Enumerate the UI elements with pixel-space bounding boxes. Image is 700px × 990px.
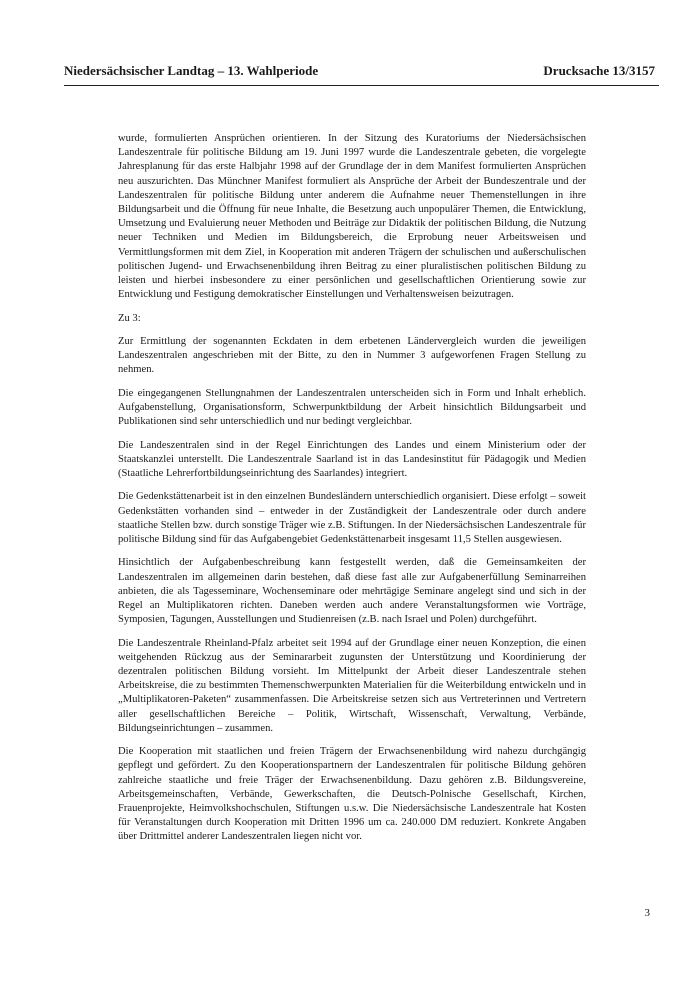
paragraph-rheinland-pfalz: Die Landeszentrale Rheinland-Pfalz arbeitet seit 1994 auf der Grundlage einer neuen Konzeption, die einen weitgehenden Rückzug aus der Seminararbeit zugunsten der Unterstützung und Koordinierung der dezentralen politischen Bildung vorsieht. Im Mittelpunkt der Arbeit dieser Landeszentrale stehen Arbeitskreise, die zu bestimmten Themenschwerpunkten Materialien für die Weiterbildung entwickeln und in „Multiplikatoren-Paketen“ zusammenfassen. Die Arbeitskreise setzen sich aus Vertreterinnen und Vertretern aller gesellschaftlichen Bereiche – Politik, Wirtschaft, Wissenschaft, Verwaltung, Verbände, Bildungseinrichtungen – zusammen. — [118, 637, 586, 734]
page-number: 3 — [644, 907, 650, 919]
header-title: Niedersächsischer Landtag – 13. Wahlperiode — [64, 63, 319, 78]
paragraph-aufgabenbeschreibung: Hinsichtlich der Aufgabenbeschreibung kann festgestellt werden, daß die Gemeinsamkeiten der Landeszentralen im allgemeinen darin bestehen, daß diese fast alle zur Aufgabenerfüllung Seminarreihen anbieten, die als Tagesseminare, Wochenseminare oder mehrtägige Seminare angelegt sind und sich in der Regel an Multiplikatoren richten. Daneben werden auch andere Veranstaltungsformen wie Vorträge, Symposien, Tagungen, Ausstellungen und Studienreisen (z.B. nach Israel und Polen) durchgeführt. — [118, 557, 586, 626]
page-header — [64, 63, 659, 86]
paragraph-kooperation: Die Kooperation mit staatlichen und freien Trägern der Erwachsenenbildung wird nahezu durchgängig gepflegt und gefördert. Zu den Kooperationspartnern der Landeszentralen für politische Bildung gehören zahlreiche staatliche und freie Träger der Erwachsenenbildung. Dazu gehören z.B. Bildungsvereine, Arbeitsgemeinschaften, Verbände, Gewerkschaften, die Deutsch-Polnische Gesellschaft, Kirchen, Frauenprojekte, Heimvolkshochschulen, Stiftungen u.s.w. Die Niedersächsische Landeszentrale hat Kosten für Veranstaltungen durch Kooperation mit Dritten 1996 um ca. 240.000 DM reduziert. Konkrete Angaben über Drittmittel anderer Landeszentralen liegen nicht vor. — [118, 746, 586, 843]
section-heading-zu-3: Zu 3: — [118, 312, 141, 324]
paragraph-gedenkstaetten: Die Gedenkstättenarbeit ist in den einzelnen Bundesländern unterschiedlich organisiert. Diese erfolgt – soweit Gedenkstätten vorhanden sind – entweder in der Zuständigkeit der Landeszentrale oder durch andere staatliche Stellen bzw. durch sonstige Träger wie z.B. Stiftungen. In der Niedersächsischen Landeszentrale für politische Bildung sind für das Aufgabengebiet Gedenkstättenarbeit insgesamt 11,5 Stellen ausgewiesen. — [118, 491, 586, 546]
paragraph-eckdaten: Zur Ermittlung der sogenannten Eckdaten in dem erbetenen Ländervergleich wurden die jeweiligen Landeszentralen angeschrieben mit der Bitte, zu den in Nummer 3 aufgeworfenen Fragen Stellung zu nehmen. — [118, 336, 586, 376]
paragraph-continuation: wurde, formulierten Ansprüchen orientieren. In der Sitzung des Kuratoriums der Niedersächsischen Landeszentrale für politische Bildung am 19. Juni 1997 wurde die Landeszentrale gebeten, die vorgelegte Jahresplanung für das erste Halbjahr 1998 auf der Grundlage der in dem Manifest formulierten Ansprüchen neu auszurichten. Das Münchner Manifest formuliert als Ansprüche der Arbeit der Bundeszentrale und der Landeszentralen für politische Bildung unter anderem die Aufnahme neuer Themenstellungen in ihre Bildungsarbeit und die Öffnung für neue Inhalte, die Besetzung auch unpopulärer Themen, die Entwicklung, Umsetzung und Evaluierung neuer Methoden und Beiträge zur Didaktik der politischen Bildung, die Nutzung neuer Techniken und Medien im Bildungsbereich, die Erprobung neuer Arbeitsweisen und Vermittlungsformen mit dem Ziel, in Kooperation mit anderen Trägern der schulischen und außerschulischen politischen Jugend- und Erwachsenenbildung ihren Beitrag zu einer pluralistischen politischen Bildung zu leisten und hierbei insbesondere zu einer persönlichen und gesellschaftlichen Orientierung sowie zur Entwicklung und Festigung demokratischer Einstellungen und Verhaltensweisen beizutragen. — [118, 133, 586, 301]
paragraph-stellungnahmen: Die eingegangenen Stellungnahmen der Landeszentralen unterscheiden sich in Form und Inhalt erheblich. Aufgabenstellung, Organisationsform, Schwerpunktbildung der Arbeit hinsichtlich Bildungsarbeit und Publikationen sind sehr unterschiedlich und nur bedingt vergleichbar. — [118, 387, 586, 428]
paragraph-einrichtungen: Die Landeszentralen sind in der Regel Einrichtungen des Landes und einem Ministerium oder der Staatskanzlei unterstellt. Die Landeszentrale Saarland ist in das Landesinstitut für Pädagogik und Medien (Staatliche Lehrerfortbildungseinrichtung des Saarlandes) integriert. — [118, 439, 586, 480]
document-number: Drucksache 13/3157 — [543, 63, 655, 78]
body-text — [118, 132, 586, 854]
